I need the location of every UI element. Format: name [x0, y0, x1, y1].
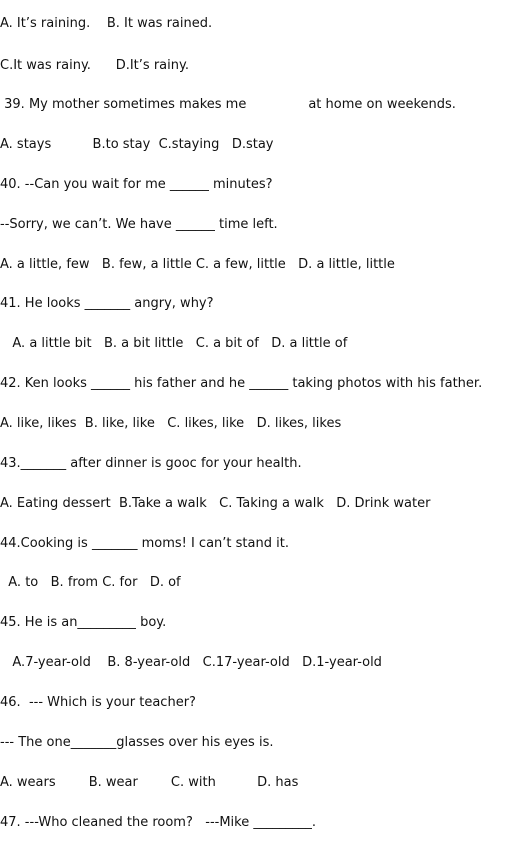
q44-options: A. to B. from C. for D. of — [0, 575, 181, 590]
q43-options: A. Eating dessert B.Take a walk C. Taking a walk D. Drink water — [0, 496, 431, 511]
q45-options: A.7-year-old B. 8-year-old C.17-year-old D.1-year-old — [0, 655, 382, 670]
q39-options: A. stays B.to stay C.staying D.stay — [0, 137, 274, 152]
q42-options: A. like, likes B. like, like C. likes, like D. likes, likes — [0, 416, 342, 431]
q46-options: A. wears B. wear C. with D. has — [0, 775, 299, 790]
q40-question-line-2: --Sorry, we can’t. We have ______ time left. — [0, 217, 278, 232]
q39-question: 39. My mother sometimes makes me at home on weekends. — [0, 97, 456, 112]
q40-question-line-1: 40. --Can you wait for me ______ minutes? — [0, 177, 273, 192]
q41-question: 41. He looks _______ angry, why? — [0, 296, 214, 311]
q44-question: 44.Cooking is _______ moms! I can’t stand it. — [0, 536, 289, 551]
q38-options-line-2: C.It was rainy. D.It’s rainy. — [0, 58, 189, 73]
q42-question: 42. Ken looks ______ his father and he ______ taking photos with his father. — [0, 376, 483, 391]
q47-question: 47. ---Who cleaned the room? ---Mike _________. — [0, 815, 316, 830]
q41-options: A. a little bit B. a bit little C. a bit of D. a little of — [0, 336, 348, 351]
q46-question-line-1: 46. --- Which is your teacher? — [0, 695, 196, 710]
q46-question-line-2: --- The one_______glasses over his eyes is. — [0, 735, 274, 750]
q38-options-line-1: A. It’s raining. B. It was rained. — [0, 16, 213, 31]
q45-question: 45. He is an_________ boy. — [0, 615, 167, 630]
q40-options: A. a little, few B. few, a little C. a few, little D. a little, little — [0, 257, 395, 272]
q43-question: 43._______ after dinner is gooc for your health. — [0, 456, 302, 471]
